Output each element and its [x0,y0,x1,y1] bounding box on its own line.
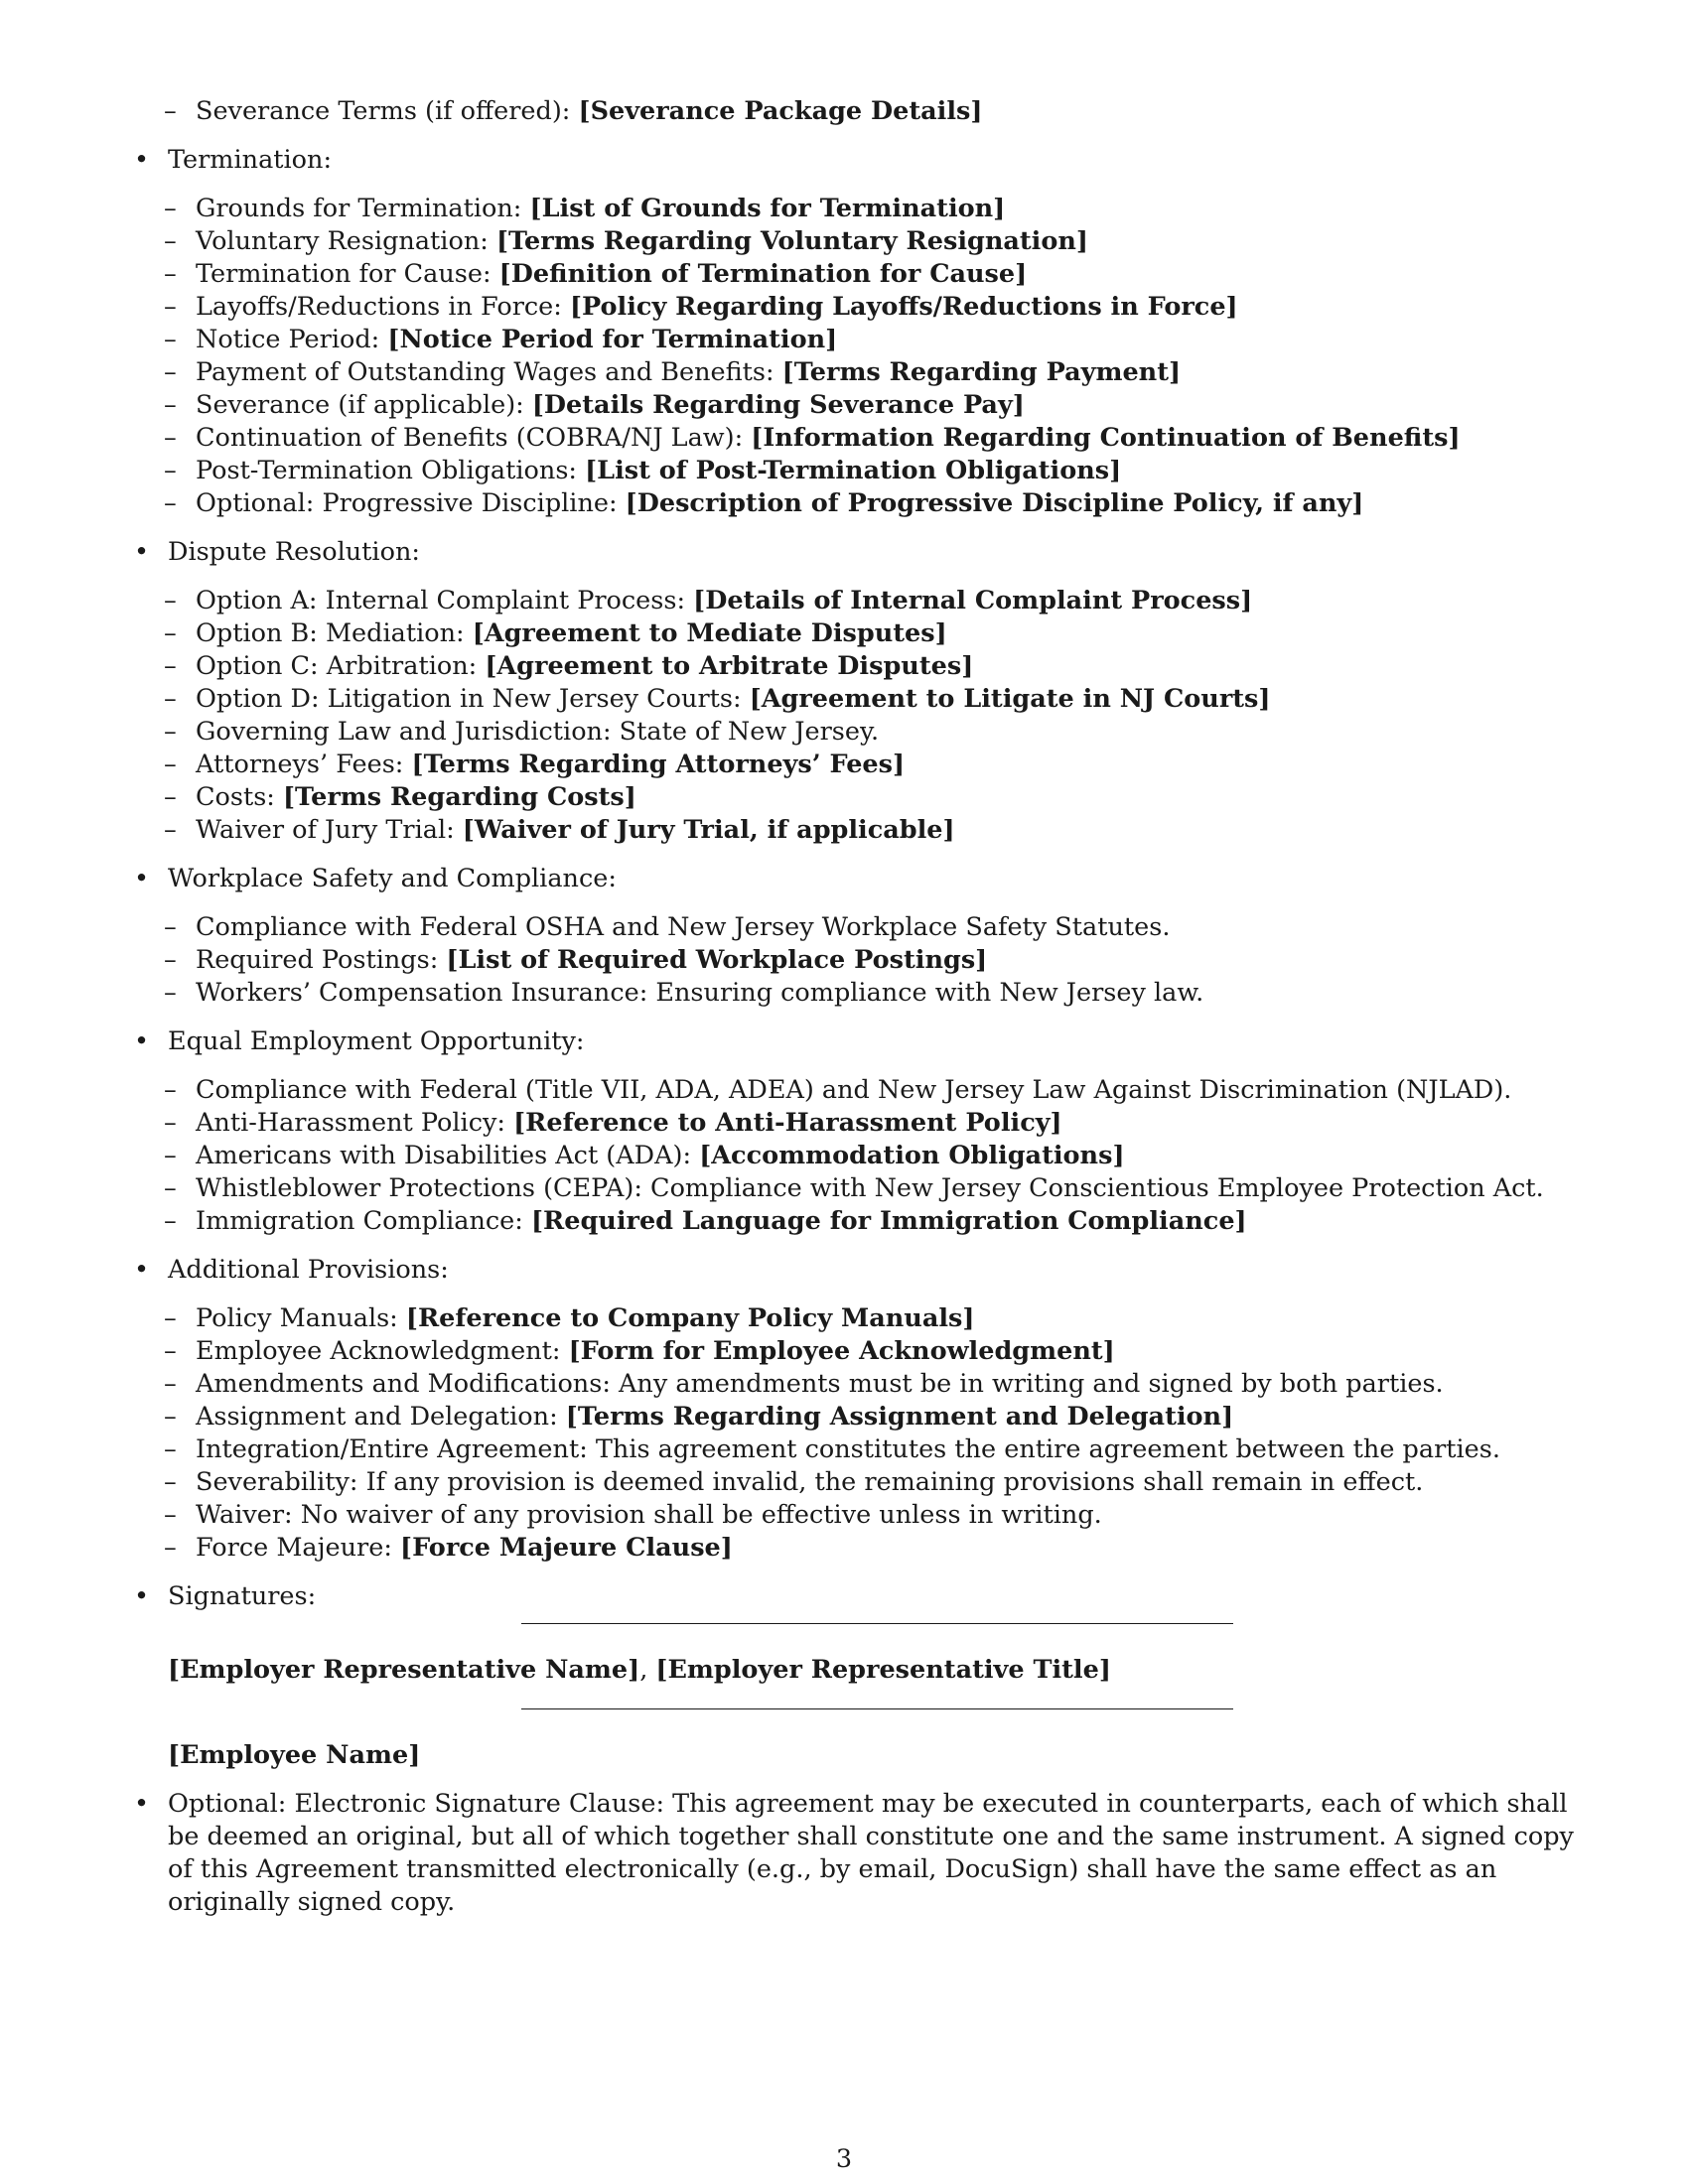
list-item [134,1433,1604,1466]
dash-marker: – [164,1206,177,1236]
continued-sublist [134,95,1604,128]
item-label: Policy Manuals: [196,1303,406,1333]
item-label: Costs: [196,782,283,812]
dash-marker: – [164,1402,177,1432]
signature-block [168,1623,1604,1772]
section-additional-provisions [134,1254,1604,1565]
dash-marker: – [164,1336,177,1366]
dash-marker: – [164,1533,177,1563]
item-label: Severance Terms (if offered): [196,96,579,126]
list-item [134,1205,1604,1238]
item-placeholder: [Description of Progressive Discipline Policy, if any] [625,488,1364,518]
dash-marker: – [164,1434,177,1464]
bullet-marker: • [134,1581,150,1611]
item-label: Option D: Litigation in New Jersey Courts: [196,684,750,714]
bullet-marker: • [134,1255,150,1285]
list-item [134,585,1604,617]
item-placeholder: [Agreement to Litigate in NJ Courts] [749,684,1271,714]
item-label: Option A: Internal Complaint Process: [196,586,694,615]
item-label: Attorneys’ Fees: [196,750,412,779]
employer-rep-name: [Employer Representative Name] [168,1655,640,1685]
item-placeholder: [Reference to Anti-Harassment Policy] [513,1108,1062,1138]
list-item [134,95,1604,128]
dash-marker: – [164,717,177,747]
dash-marker: – [164,978,177,1008]
list-item [134,258,1604,291]
section-dispute-resolution [134,536,1604,847]
item-label: Workers’ Compensation Insurance: Ensuring compliance with New Jersey law. [196,978,1204,1008]
section-heading: Additional Provisions: [168,1255,449,1285]
section-heading: Dispute Resolution: [168,537,420,567]
dash-marker: – [164,325,177,354]
employer-signature-line [521,1623,1233,1624]
item-placeholder: [Agreement to Mediate Disputes] [472,618,947,648]
dash-marker: – [164,815,177,845]
list-item [134,1140,1604,1172]
dash-marker: – [164,259,177,289]
item-placeholder: [Details of Internal Complaint Process] [693,586,1253,615]
item-placeholder: [Force Majeure Clause] [400,1533,733,1563]
section-electronic-signature [134,1788,1604,1919]
list-item [134,1532,1604,1565]
item-placeholder: [Terms Regarding Voluntary Resignation] [495,226,1088,256]
item-label: Integration/Entire Agreement: This agreement constitutes the entire agreement between the parties. [196,1434,1500,1464]
termination-sublist [134,193,1604,520]
dash-marker: – [164,423,177,453]
dash-marker: – [164,1303,177,1333]
additional-sublist [134,1302,1604,1565]
dash-marker: – [164,1173,177,1203]
section-termination [134,144,1604,520]
dash-marker: – [164,618,177,648]
item-placeholder: [Severance Package Details] [578,96,983,126]
item-placeholder: [List of Grounds for Termination] [529,194,1006,223]
list-item [134,814,1604,847]
dash-marker: – [164,488,177,518]
section-workplace-safety [134,863,1604,1010]
item-label: Compliance with Federal (Title VII, ADA, ADEA) and New Jersey Law Against Discrimination (NJLAD). [196,1075,1512,1105]
dash-marker: – [164,750,177,779]
item-label: Severability: If any provision is deemed invalid, the remaining provisions shall remain in effect. [196,1467,1424,1497]
item-label: Continuation of Benefits (COBRA/NJ Law): [196,423,752,453]
dash-marker: – [164,586,177,615]
bullet-marker: • [134,537,150,567]
section-list [134,144,1604,1919]
list-item [134,617,1604,650]
item-label: Waiver: No waiver of any provision shall be effective unless in writing. [196,1500,1102,1530]
dash-marker: – [164,782,177,812]
list-item [134,1172,1604,1205]
section-heading: Workplace Safety and Compliance: [168,864,617,893]
bullet-marker: • [134,145,150,175]
dash-marker: – [164,456,177,485]
item-label: Employee Acknowledgment: [196,1336,569,1366]
bullet-marker: • [134,864,150,893]
dash-marker: – [164,684,177,714]
list-item [134,487,1604,520]
item-label: Whistleblower Protections (CEPA): Compliance with New Jersey Conscientious Employee Protection Act. [196,1173,1544,1203]
document-content [134,95,1604,1935]
item-label: Waiver of Jury Trial: [196,815,463,845]
item-placeholder: [List of Required Workplace Postings] [446,945,988,975]
item-placeholder: [Terms Regarding Costs] [282,782,636,812]
section-heading: Signatures: [168,1581,317,1611]
employee-signature-line [521,1708,1233,1709]
bullet-marker: • [134,1026,150,1056]
item-label: Anti-Harassment Policy: [196,1108,514,1138]
electronic-signature-clause: Optional: Electronic Signature Clause: This agreement may be executed in counterparts, each of which shall be deemed an original, but all of which together shall constitute one and the same instrument. A signed copy of this Agreement transmitted electronically (e.g., by email, DocuSign) shall have the same effect as an originally signed copy. [168,1789,1574,1917]
list-item [134,1466,1604,1499]
dispute-sublist [134,585,1604,847]
signature-separator: , [639,1655,656,1685]
item-label: Immigration Compliance: [196,1206,531,1236]
list-item [134,911,1604,944]
dash-marker: – [164,1141,177,1170]
item-label: Americans with Disabilities Act (ADA): [196,1141,700,1170]
item-label: Severance (if applicable): [196,390,532,420]
section-equal-employment [134,1025,1604,1238]
dash-marker: – [164,912,177,942]
list-item [134,977,1604,1010]
list-item [134,1368,1604,1401]
dash-marker: – [164,1500,177,1530]
item-placeholder: [Agreement to Arbitrate Disputes] [485,651,974,681]
dash-marker: – [164,194,177,223]
safety-sublist [134,911,1604,1010]
dash-marker: – [164,1108,177,1138]
dash-marker: – [164,945,177,975]
item-placeholder: [Accommodation Obligations] [699,1141,1125,1170]
item-placeholder: [Form for Employee Acknowledgment] [568,1336,1115,1366]
list-item [134,749,1604,781]
bullet-marker: • [134,1789,150,1819]
eeo-sublist [134,1074,1604,1238]
dash-marker: – [164,226,177,256]
list-item [134,1074,1604,1107]
list-item [134,944,1604,977]
dash-marker: – [164,1075,177,1105]
item-placeholder: [Reference to Company Policy Manuals] [405,1303,975,1333]
item-label: Payment of Outstanding Wages and Benefits: [196,357,782,387]
item-placeholder: [Terms Regarding Payment] [781,357,1182,387]
item-label: Amendments and Modifications: Any amendments must be in writing and signed by both parties. [196,1369,1444,1399]
list-item [134,781,1604,814]
item-label: Option B: Mediation: [196,618,473,648]
list-item [134,650,1604,683]
item-placeholder: [Policy Regarding Layoffs/Reductions in Force] [569,292,1238,322]
item-label: Termination for Cause: [196,259,499,289]
dash-marker: – [164,1467,177,1497]
section-heading: Termination: [168,145,333,175]
employer-signature-name [168,1654,1604,1687]
list-item [134,193,1604,225]
dash-marker: – [164,1369,177,1399]
dash-marker: – [164,292,177,322]
item-label: Required Postings: [196,945,447,975]
list-item [134,356,1604,389]
list-item [134,455,1604,487]
list-item [134,1302,1604,1335]
list-item [134,1499,1604,1532]
list-item [134,1401,1604,1433]
employer-rep-title: [Employer Representative Title] [655,1655,1111,1685]
item-placeholder: [Information Regarding Continuation of Benefits] [751,423,1461,453]
item-label: Grounds for Termination: [196,194,530,223]
item-placeholder: [Terms Regarding Attorneys’ Fees] [411,750,906,779]
list-item [134,324,1604,356]
list-item [134,422,1604,455]
item-label: Voluntary Resignation: [196,226,496,256]
item-placeholder: [List of Post-Termination Obligations] [585,456,1122,485]
item-placeholder: [Notice Period for Termination] [387,325,838,354]
item-placeholder: [Details Regarding Severance Pay] [531,390,1025,420]
item-label: Compliance with Federal OSHA and New Jersey Workplace Safety Statutes. [196,912,1171,942]
list-item [134,291,1604,324]
item-label: Optional: Progressive Discipline: [196,488,626,518]
section-heading: Equal Employment Opportunity: [168,1026,585,1056]
item-label: Option C: Arbitration: [196,651,486,681]
item-label: Layoffs/Reductions in Force: [196,292,570,322]
list-item [134,225,1604,258]
dash-marker: – [164,96,177,126]
section-signatures [134,1580,1604,1772]
item-placeholder: [Required Language for Immigration Compliance] [530,1206,1247,1236]
item-label: Post-Termination Obligations: [196,456,586,485]
item-label: Notice Period: [196,325,388,354]
dash-marker: – [164,357,177,387]
item-placeholder: [Definition of Termination for Cause] [498,259,1028,289]
item-label: Force Majeure: [196,1533,401,1563]
item-placeholder: [Waiver of Jury Trial, if applicable] [462,815,955,845]
item-label: Assignment and Delegation: [196,1402,566,1432]
dash-marker: – [164,651,177,681]
list-item [134,716,1604,749]
employee-signature-name [168,1739,1604,1772]
list-item [134,1335,1604,1368]
item-placeholder: [Terms Regarding Assignment and Delegation] [565,1402,1234,1432]
dash-marker: – [164,390,177,420]
list-item [134,389,1604,422]
employee-name: [Employee Name] [168,1740,421,1770]
page-number: 3 [835,2144,853,2174]
item-label: Governing Law and Jurisdiction: State of New Jersey. [196,717,880,747]
list-item [134,1107,1604,1140]
list-item [134,683,1604,716]
